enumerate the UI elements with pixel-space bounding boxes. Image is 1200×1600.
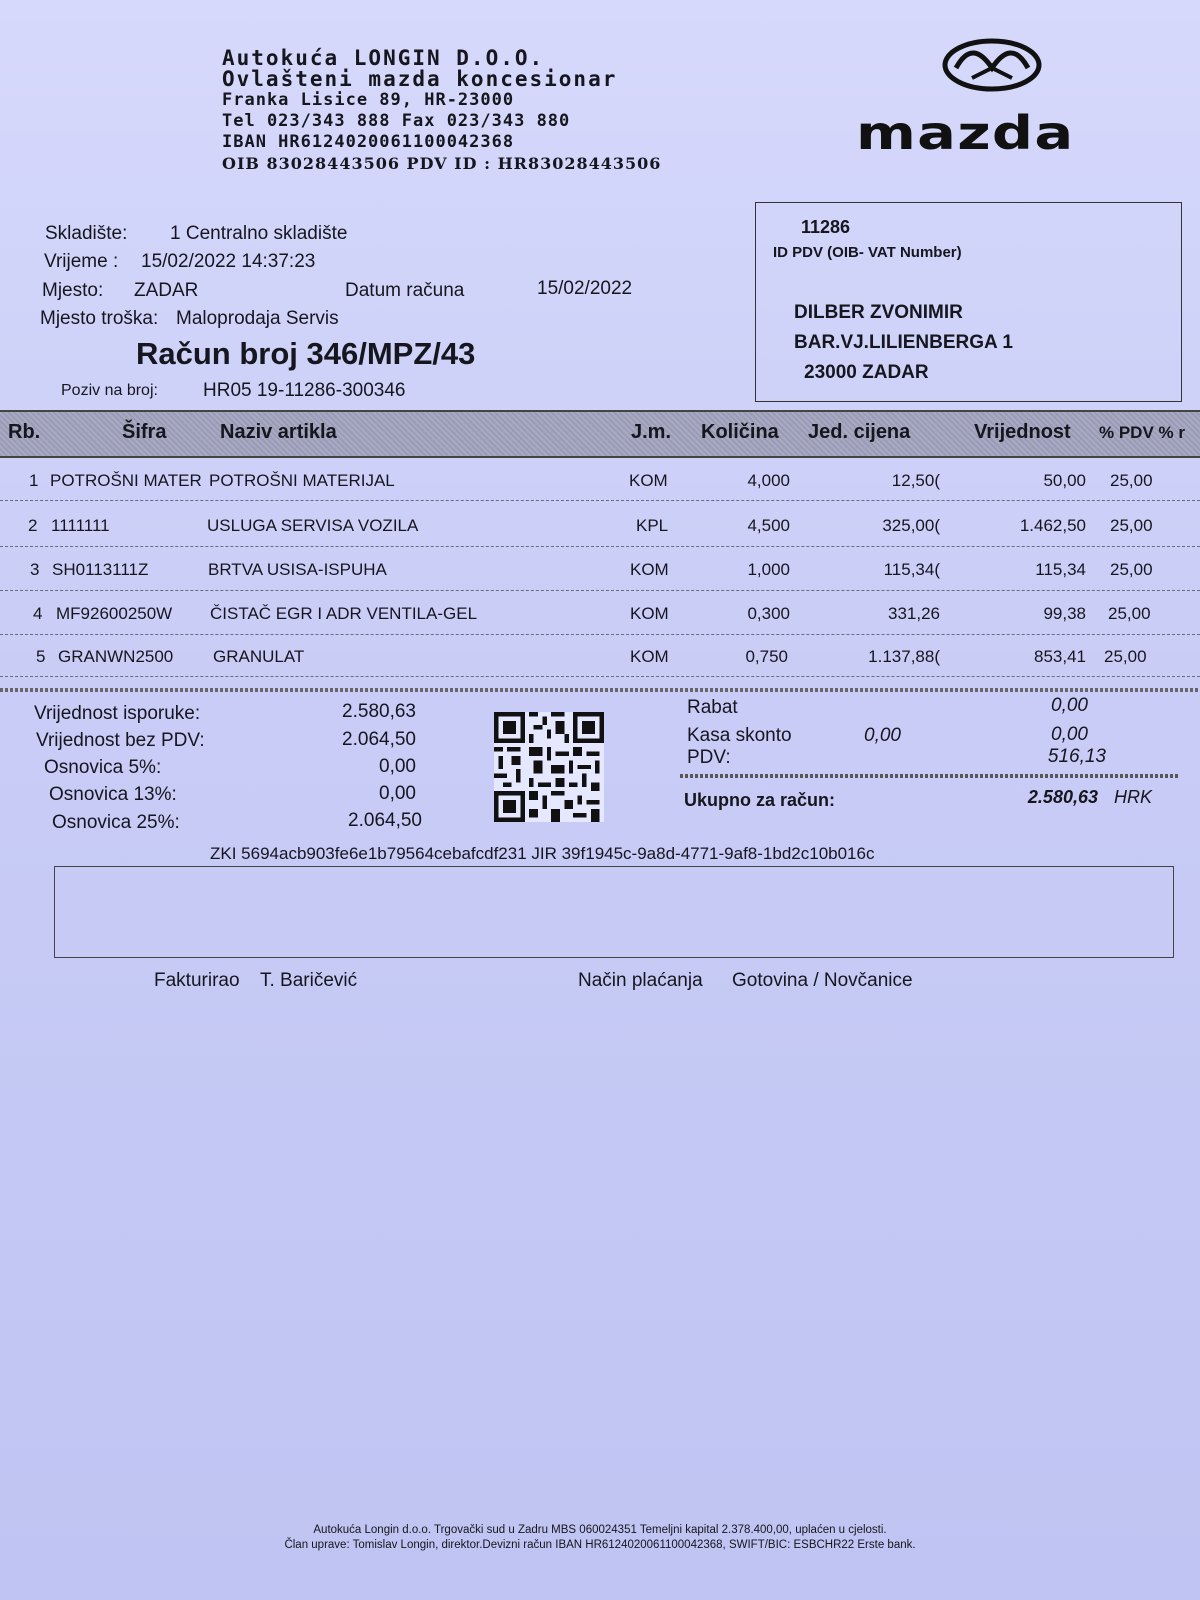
reference-value: HR05 19-11286-300346 — [203, 380, 406, 401]
payment-method-value: Gotovina / Novčanice — [732, 970, 913, 991]
base-5-value: 0,00 — [379, 756, 416, 777]
base-25-value: 2.064,50 — [348, 810, 422, 831]
base-25-label: Osnovica 25%: — [52, 812, 180, 833]
table-cell-qty: 0,300 — [747, 604, 790, 623]
table-cell-price: 325,00( — [882, 516, 940, 535]
no-vat-label: Vrijednost bez PDV: — [36, 730, 205, 751]
delivery-value: 2.580,63 — [342, 701, 416, 722]
table-cell-name: ČISTAČ EGR I ADR VENTILA-GEL — [210, 604, 478, 623]
table-cell-rb: 5 — [36, 647, 46, 666]
company-iban: IBAN HR6124020061100042368 — [222, 132, 515, 152]
place-value: ZADAR — [134, 280, 199, 301]
invoice-number-title: Račun broj 346/MPZ/43 — [136, 336, 476, 371]
rabat-value: 0,00 — [1051, 695, 1088, 716]
table-cell-vat: 25,00 — [1108, 604, 1151, 623]
table-cell-code: SH0113111Z — [52, 560, 149, 579]
table-cell-qty: 4,000 — [747, 471, 790, 490]
table-cell-qty: 4,500 — [747, 516, 790, 535]
currency-label: HRK — [1114, 787, 1153, 807]
rabat-label: Rabat — [687, 697, 738, 718]
skonto-label: Kasa skonto — [687, 725, 792, 746]
base-13-label: Osnovica 13%: — [49, 784, 177, 805]
table-cell-code: POTROŠNI MATER — [50, 471, 202, 490]
table-cell-unit: KOM — [630, 647, 669, 666]
table-cell-value: 50,00 — [1043, 471, 1086, 490]
company-oib: OIB 83028443506 PDV ID : HR83028443506 — [222, 154, 662, 173]
buyer-vat-label: ID PDV (OIB- VAT Number) — [773, 244, 962, 261]
table-cell-value: 99,38 — [1043, 604, 1086, 623]
invoice-date-label: Datum računa — [345, 280, 465, 301]
mazda-wordmark: mazda — [856, 106, 1075, 160]
totals-divider — [680, 774, 1180, 778]
cost-place-value: Maloprodaja Servis — [176, 308, 339, 329]
table-cell-price: 115,34( — [883, 560, 940, 579]
table-cell-rb: 4 — [33, 604, 43, 623]
table-cell-name: BRTVA USISA-ISPUHA — [208, 560, 387, 579]
note-box — [54, 866, 1174, 958]
table-cell-vat: 25,00 — [1110, 516, 1153, 535]
col-header-value: Vrijednost — [974, 421, 1071, 443]
table-cell-rb: 3 — [30, 560, 40, 579]
footer-legal-line1: Autokuća Longin d.o.o. Trgovački sud u Zadru MBS 060024351 Temeljni kapital 2.378.400,00, uplaćen u cjelosti. — [313, 1524, 887, 1536]
table-cell-value: 115,34 — [1035, 560, 1086, 579]
invoice-date-value: 15/02/2022 — [537, 278, 633, 299]
company-header — [222, 48, 661, 174]
table-cell-value: 853,41 — [1034, 647, 1086, 666]
buyer-name: DILBER ZVONIMIR — [794, 302, 963, 323]
table-cell-qty: 1,000 — [747, 560, 790, 579]
pdv-value: 516,13 — [1047, 746, 1106, 767]
cost-place-label: Mjesto troška: — [40, 308, 159, 329]
row-divider — [0, 634, 1200, 635]
col-header-unit: J.m. — [631, 421, 672, 443]
table-cell-qty: 0,750 — [745, 647, 788, 666]
col-header-name: Naziv artikla — [220, 421, 337, 443]
table-cell-price: 331,26 — [888, 604, 940, 623]
table-bottom-separator — [0, 688, 1200, 692]
table-cell-name: POTROŠNI MATERIJAL — [209, 471, 395, 490]
row-divider — [0, 676, 1200, 677]
table-cell-code: MF92600250W — [56, 604, 173, 623]
buyer-street: BAR.VJ.LILIENBERGA 1 — [794, 332, 1013, 353]
grand-total-value: 2.580,63 — [1027, 787, 1098, 807]
company-phone: Tel 023/343 888 Fax 023/343 880 — [222, 111, 571, 131]
buyer-city: 23000 ZADAR — [804, 362, 929, 383]
table-cell-vat: 25,00 — [1110, 471, 1153, 490]
col-header-rb: Rb. — [8, 421, 41, 443]
qr-code-icon — [485, 712, 613, 822]
table-cell-value: 1.462,50 — [1019, 516, 1086, 535]
table-cell-code: GRANWN2500 — [58, 647, 174, 666]
col-header-qty: Količina — [701, 421, 779, 443]
company-address: Franka Lisice 89, HR-23000 — [222, 90, 515, 110]
time-value: 15/02/2022 14:37:23 — [141, 251, 316, 272]
table-cell-rb: 2 — [28, 516, 38, 535]
warehouse-value: 1 Centralno skladište — [170, 223, 348, 244]
table-cell-price: 1.137,88( — [868, 647, 940, 666]
issued-by-name: T. Baričević — [260, 970, 358, 991]
mazda-logo-icon — [942, 38, 1042, 92]
skonto-value: 0,00 — [1051, 724, 1088, 745]
buyer-id: 11286 — [801, 217, 851, 237]
col-header-price: Jed. cijena — [808, 421, 911, 443]
footer-legal-line2: Član uprave: Tomislav Longin, direktor.Devizni račun IBAN HR6124020061100042368, SWIFT/BIC: ESBCHR22 Erste bank. — [284, 1539, 916, 1551]
row-divider — [0, 500, 1200, 501]
table-cell-name: GRANULAT — [213, 647, 305, 666]
table-cell-vat: 25,00 — [1104, 647, 1147, 666]
time-label: Vrijeme : — [44, 251, 119, 272]
company-tagline: Ovlašteni mazda koncesionar — [222, 67, 618, 91]
reference-label: Poziv na broj: — [61, 382, 158, 399]
no-vat-value: 2.064,50 — [342, 729, 416, 750]
base-13-value: 0,00 — [379, 783, 416, 804]
skonto-mid-value: 0,00 — [864, 725, 901, 746]
table-cell-unit: KOM — [630, 604, 669, 623]
issued-by-label: Fakturirao — [154, 970, 240, 991]
base-5-label: Osnovica 5%: — [44, 757, 162, 778]
pdv-label: PDV: — [687, 747, 731, 768]
table-cell-code: 1111111 — [51, 516, 110, 535]
table-cell-price: 12,50( — [891, 471, 940, 490]
table-cell-rb: 1 — [29, 471, 39, 490]
col-header-code: Šifra — [122, 421, 167, 443]
delivery-value-label: Vrijednost isporuke: — [34, 703, 201, 724]
table-cell-vat: 25,00 — [1110, 560, 1153, 579]
company-name: Autokuća LONGIN D.O.O. — [222, 46, 545, 70]
row-divider — [0, 546, 1200, 547]
row-divider — [0, 590, 1200, 591]
payment-method-label: Način plaćanja — [578, 970, 703, 991]
table-cell-unit: KOM — [629, 471, 668, 490]
grand-total-label: Ukupno za račun: — [684, 790, 836, 810]
fiscal-codes: ZKI 5694acb903fe6e1b79564cebafcdf231 JIR 39f1945c-9a8d-4771-9af8-1bd2c10b016c — [210, 844, 875, 863]
col-header-vat: % PDV % r — [1099, 423, 1185, 442]
place-label: Mjesto: — [42, 280, 104, 301]
table-cell-unit: KOM — [630, 560, 669, 579]
table-cell-name: USLUGA SERVISA VOZILA — [207, 516, 419, 535]
warehouse-label: Skladište: — [45, 223, 128, 244]
table-cell-unit: KPL — [636, 516, 669, 535]
